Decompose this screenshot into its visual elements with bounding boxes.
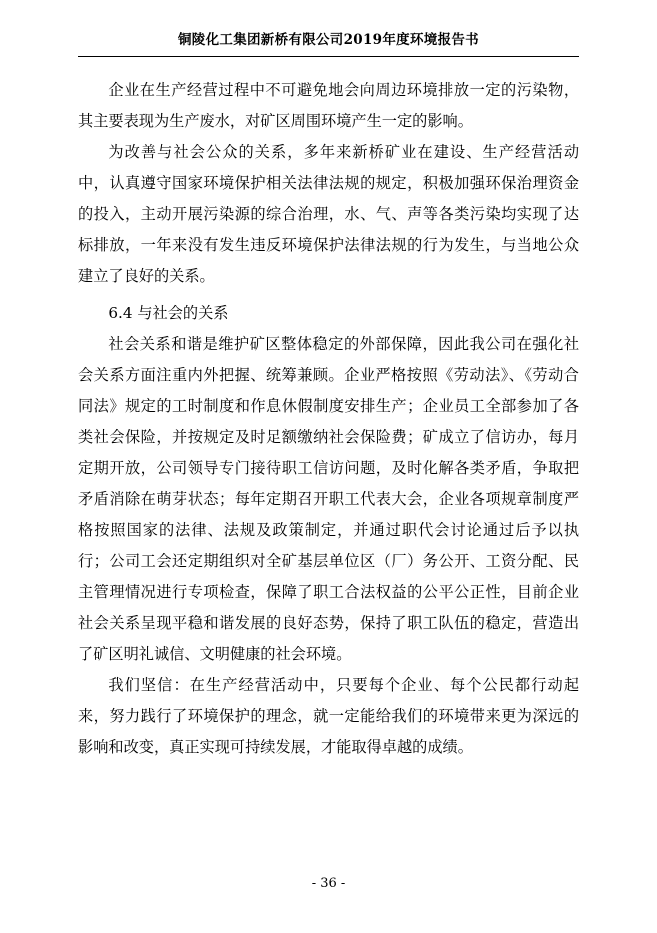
paragraph: 我们坚信：在生产经营活动中，只要每个企业、每个公民都行动起来，努力践行了环境保护的理念，就一定能给我们的环境带来更为深远的影响和改变，真正实现可持续发展，才能取得卓越的成绩。 (78, 676, 579, 756)
page-number: - 36 - (311, 876, 346, 891)
header-divider (78, 56, 579, 57)
paragraph: 企业在生产经营过程中不可避免地会向周边环境排放一定的污染物，其主要表现为生产废水，对矿区周围环境产生一定的影响。 (78, 81, 579, 130)
page-header-title: 铜陵化工集团新桥有限公司2019年度环境报告书 (178, 32, 479, 48)
paragraph: 社会关系和谐是维护矿区整体稳定的外部保障，因此我公司在强化社会关系方面注重内外把握、统筹兼顾。企业严格按照《劳动法》、《劳动合同法》规定的工时制度和作息休假制度安排生产；企业员工全部参加了各类社会保险，并按规定及时足额缴纳社会保险费；矿成立了信访办，每月定期开放，公司领导专门接待职工信访问题，及时化解各类矛盾，争取把矛盾消除在萌芽状态；每年定期召开职工代表大会，企业各项规章制度严格按照国家的法律、法规及政策制定，并通过职代会讨论通过后予以执行；公司工会还定期组织对全矿基层单位区（厂）务公开、工资分配、民主管理情况进行专项检查，保障了职工合法权益的公平公正性，目前企业社会关系呈现平稳和谐发展的良好态势，保持了职工队伍的稳定，营造出了矿区明礼诚信、文明健康的社会环境。 (78, 335, 579, 663)
section-heading: 6.4 与社会的关系 (108, 304, 229, 322)
document-body (78, 75, 579, 763)
page-content (78, 28, 579, 888)
paragraph: 为改善与社会公众的关系，多年来新桥矿业在建设、生产经营活动中，认真遵守国家环境保护相关法律法规的规定，积极加强环保治理资金的投入，主动开展污染源的综合治理，水、气、声等各类污染均实现了达标排放，一年来没有发生违反环境保护法律法规的行为发生，与当地公众建立了良好的关系。 (78, 143, 579, 285)
